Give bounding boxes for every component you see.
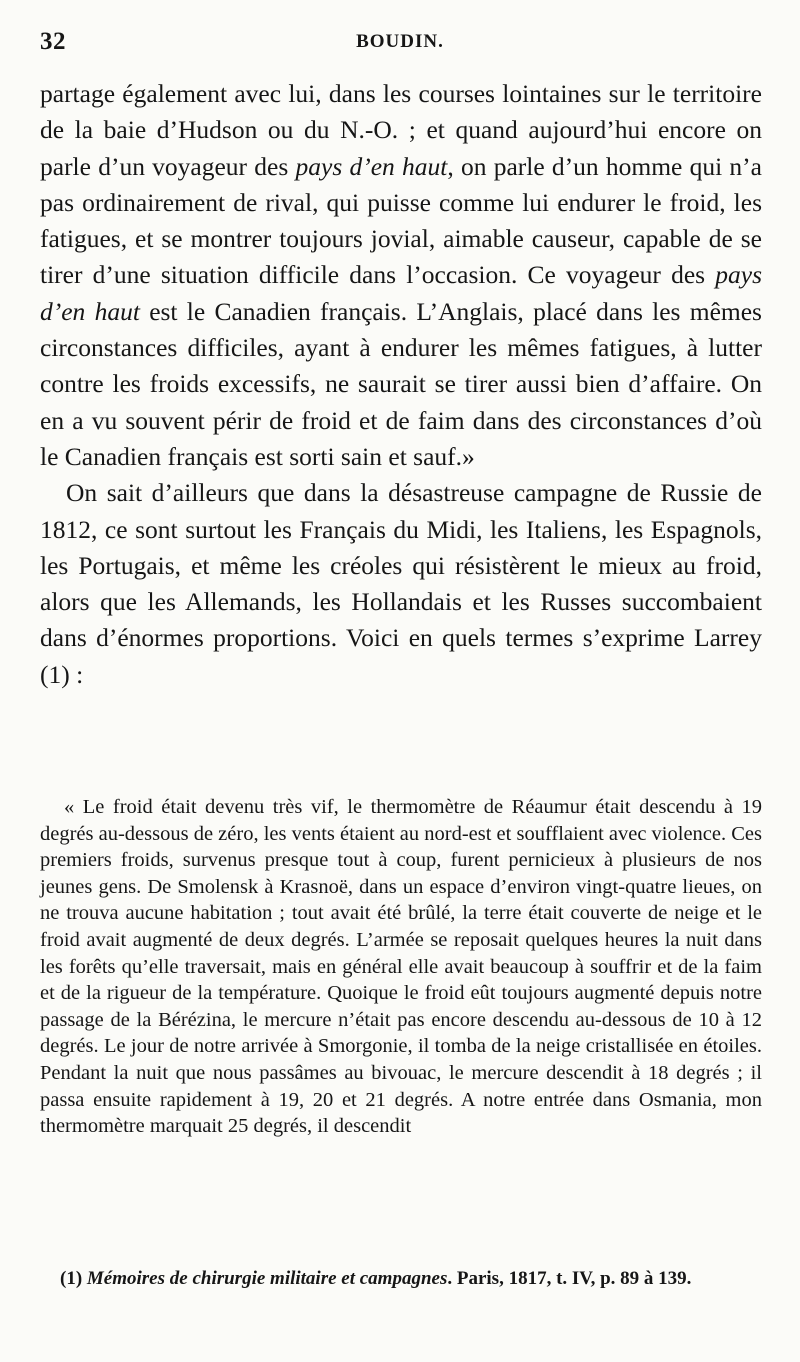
- italic-phrase: pays d’en haut: [40, 260, 762, 326]
- main-text: [40, 76, 762, 693]
- paragraph-larrey-intro: On sait d’ailleurs que dans la désastreuse campagne de Russie de 1812, ce sont surtout les Français du Midi, les Italiens, les Espagnols, les Portugais, et même les créoles qui résistèrent le mieux au froid, alors que les Allemands, les Hollandais et les Russes succombaient dans d’énormes proportions. Voici en quels termes s’exprime Larrey (1) :: [40, 478, 762, 689]
- page-header: [40, 28, 760, 68]
- italic-phrase: pays d’en haut: [295, 151, 448, 181]
- block-quote: [40, 794, 762, 1140]
- footnote: [40, 1267, 762, 1291]
- quote-text: « Le froid était devenu très vif, le thermomètre de Réaumur était descendu à 19 degrés au-dessous de zéro, les vents étaient au nord-est et soufflaient avec violence. Ces premiers froids, survenus presque tout à coup, furent pernicieux à plusieurs de nos jeunes gens. De Smolensk à Krasnoë, dans un espace d’environ vingt-quatre lieues, on ne trouva aucune habitation ; tout avait été brûlé, la terre était couverte de neige et le froid avait augmenté de deux degrés. L’armée se reposait quelques heures la nuit dans les forêts qu’elle traversait, mais en général elle avait beaucoup à souffrir et de la faim et de la rigueur de la température. Quoique le froid eût toujours augmenté depuis notre passage de la Bérézina, le mercure n’était pas encore descendu au-dessous de 10 à 12 degrés. Le jour de notre arrivée à Smorgonie, il tomba de la neige cristallisée en étoiles. Pendant la nuit que nous passâmes au bivouac, le mercure descendit à 18 degrés ; il passa ensuite rapidement à 19, 20 et 21 degrés. A notre entrée dans Osmania, mon thermomètre marquait 25 degrés, il descendit: [40, 796, 762, 1138]
- running-head: BOUDIN.: [356, 31, 444, 52]
- footnote-rest: . Paris, 1817, t. IV, p. 89 à 139.: [447, 1268, 692, 1289]
- text-run: , on parle d’un homme qui n’a pas ordinairement de rival, qui puisse comme lui endurer le froid, les fatigues, et se montrer toujours jovial, aimable causeur, capable de se tirer d’une situation difficile dans l’occasion. Ce voyageur des: [40, 151, 762, 290]
- paragraph-continued: [40, 76, 762, 475]
- footnote-text: [40, 1267, 762, 1291]
- footnote-marker: (1): [60, 1268, 83, 1289]
- text-run: est le Canadien français. L’Anglais, placé dans les mêmes circonstances difficiles, ayant à endurer les mêmes fatigues, à lutter contre les froids excessifs, ne saurait se tirer aussi bien d’affaire. On en a vu souvent périr de froid et de faim dans des circonstances d’où le Canadien français est sorti sain et sauf.»: [40, 296, 762, 471]
- page-number: 32: [40, 28, 66, 55]
- footnote-title: Mémoires de chirurgie militaire et campagnes: [86, 1268, 448, 1289]
- text-run: partage également avec lui, dans les courses lointaines sur le territoire de la baie d’Hudson ou du N.-O. ; et quand aujourd’hui encore on parle d’un voyageur des: [40, 79, 762, 181]
